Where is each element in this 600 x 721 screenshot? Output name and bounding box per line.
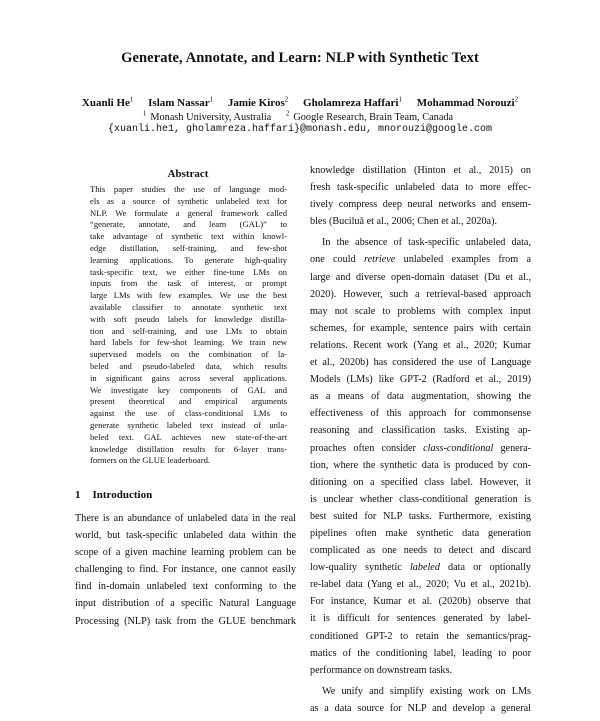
author-list bbox=[0, 95, 600, 109]
abstract-line: This paper studies the use of language mod- bbox=[90, 184, 287, 194]
body-line: performance on downstream tasks. bbox=[310, 664, 453, 676]
abstract-line: generate synthetic labeled text instead of unla- bbox=[90, 419, 287, 430]
body-line: proaches often consider class-conditional genera- bbox=[310, 442, 531, 454]
body-line: large and diverse open-domain dataset (Du et al., bbox=[310, 271, 531, 283]
right-column-body bbox=[310, 162, 531, 721]
body-line: tion, where the synthetic data is produced by con- bbox=[310, 459, 531, 471]
body-line: tively compress deep neural networks and ensem- bbox=[310, 199, 531, 211]
section-heading bbox=[75, 489, 152, 501]
body-line: may not scale to problems with complex input bbox=[310, 305, 531, 317]
abstract-line: supervised models on the combination of la- bbox=[90, 349, 287, 360]
abstract-line: take advantage of synthetic text within knowl- bbox=[90, 231, 287, 242]
section-number: 1 bbox=[75, 489, 81, 501]
body-line: knowledge distillation (Hinton et al., 2015) on bbox=[310, 165, 531, 176]
abstract-line: tion and self-training, and use LMs to obtain bbox=[90, 325, 287, 336]
body-line: effectiveness of this approach for commonsense bbox=[310, 408, 531, 420]
intro-line: scope of a given machine learning problem can be bbox=[75, 547, 296, 559]
body-line: it is difficult for sentences generated by label- bbox=[310, 613, 531, 625]
abstract-line: NLP. We formulate a general framework called bbox=[90, 207, 287, 218]
author: Gholamreza Haffari$^1$ bbox=[303, 95, 402, 109]
paragraph bbox=[310, 162, 531, 234]
abstract-line: task-specific text, we either fine-tune LMs on bbox=[90, 266, 287, 277]
intro-line: There is an abundance of unlabeled data in the real bbox=[75, 513, 296, 524]
body-line: Models (LMs) like GPT-2 (Radford et al., 2019) bbox=[310, 374, 531, 386]
body-line: complicated as one needs to detect and discard bbox=[310, 545, 531, 557]
affiliations bbox=[0, 110, 600, 123]
paragraph bbox=[310, 683, 531, 721]
abstract-line: “generate, annotate, and learn (GAL)” to bbox=[90, 219, 287, 230]
author: Mohammad Norouzi$^2$ bbox=[416, 95, 519, 109]
body-line: matics of the conditioning label, leading to poor bbox=[310, 647, 531, 659]
paragraph bbox=[310, 234, 531, 682]
abstract-line: learning applications. To generate high-quality bbox=[90, 254, 287, 265]
body-line: bles (Buciluǎ et al., 2006; Chen et al., 2020a). bbox=[310, 216, 498, 228]
abstract-line: against the use of class-conditional LMs to bbox=[90, 408, 287, 419]
introduction-body bbox=[75, 510, 296, 630]
body-line: as a data source for NLP and develop a general bbox=[310, 702, 531, 714]
body-line: In the absence of task-specific unlabeled data, bbox=[322, 237, 531, 249]
abstract-line: beled text. GAL achieves new state-of-the-art bbox=[90, 431, 287, 442]
paper-title: Generate, Annotate, and Learn: NLP with Synthetic Text bbox=[121, 50, 479, 66]
abstract-line: present theoretical and empirical arguments bbox=[90, 396, 287, 407]
body-line: relations. Recent work (Yang et al., 2020; Kumar bbox=[310, 339, 531, 351]
abstract-line: available classifier to annotate synthetic text bbox=[90, 301, 287, 312]
body-line: 2020). However, such a retrieval-based approach bbox=[310, 288, 531, 300]
body-line: fresh task-specific unlabeled data to more effec- bbox=[310, 182, 531, 194]
author-emails: {xuanli.he1, gholamreza.haffari}@monash.edu, mnorouzi@google.com bbox=[107, 124, 493, 135]
body-line: For instance, Kumar et al. (2020b) observe that bbox=[310, 596, 531, 608]
abstract-heading: Abstract bbox=[167, 168, 209, 180]
body-line: re-label data (Yang et al., 2020; Vu et al., 2021b). bbox=[310, 579, 531, 591]
abstract-line: knowledge distillation results for 6-layer trans- bbox=[90, 443, 287, 454]
abstract-line: hard labels for few-shot learning. We train new bbox=[90, 337, 287, 348]
affiliation: $^2$ Google Research, Brain Team, Canada bbox=[285, 110, 454, 124]
intro-line: Processing (NLP) task from the GLUE benchmark bbox=[75, 615, 296, 627]
body-line: ditioning on a specified class label. However, it bbox=[310, 476, 531, 488]
intro-line: input distribution of a specific Natural Language bbox=[75, 598, 296, 610]
affiliation: $^1$ Monash University, Australia bbox=[142, 110, 272, 124]
abstract-line: inputs from the task of interest, or prompt bbox=[90, 278, 287, 289]
abstract-line: in significant gains across several applications. bbox=[90, 372, 287, 383]
body-line: best suited for NLP tasks. Furthermore, existing bbox=[310, 510, 531, 522]
abstract-body bbox=[90, 184, 287, 467]
abstract-line: formers on the GLUE leaderboard. bbox=[90, 455, 211, 466]
abstract-line: edge distillation, self-training, and few-shot bbox=[90, 242, 287, 253]
abstract-line: large LMs with few examples. We use the best bbox=[90, 290, 287, 301]
body-line: pipelines often make synthetic data generation bbox=[310, 527, 531, 539]
abstract-line: els as a source of synthetic unlabeled text for bbox=[90, 195, 287, 206]
body-line: is unclear whether class-conditional generation is bbox=[310, 493, 531, 505]
author: Jamie Kiros$^2$ bbox=[227, 95, 289, 109]
body-line: low-quality synthetic labeled data or optionally bbox=[310, 562, 531, 574]
section-title: Introduction bbox=[92, 489, 153, 501]
body-line: one could retrieve unlabeled examples from a bbox=[310, 254, 532, 266]
author: Xuanli He$^1$ bbox=[81, 95, 134, 109]
abstract-line: We investigate key components of GAL and bbox=[90, 384, 287, 395]
abstract-line: with soft pseudo labels for knowledge distilla- bbox=[90, 313, 287, 324]
intro-line: challenging to find. For instance, one cannot easily bbox=[75, 564, 296, 576]
body-line: et al., 2020b) has considered the use of Language bbox=[310, 357, 531, 369]
intro-line: world, but task-specific unlabeled data within the bbox=[75, 530, 296, 542]
body-line: We unify and simplify existing work on LMs bbox=[322, 685, 531, 697]
body-line: as a means of data augmentation, showing the bbox=[310, 391, 531, 403]
author: Islam Nassar$^1$ bbox=[148, 95, 214, 109]
body-line: schemes, for example, sentence pairs with certain bbox=[310, 322, 531, 334]
body-line: reasoning and classification tasks. Existing ap- bbox=[310, 425, 531, 437]
intro-line: find in-domain unlabeled text conforming to the bbox=[75, 581, 296, 593]
body-line: conditioned GPT-2 to retain the semantics/prag- bbox=[310, 630, 531, 642]
abstract-line: beled and pseudo-labeled data, which results bbox=[90, 360, 287, 371]
